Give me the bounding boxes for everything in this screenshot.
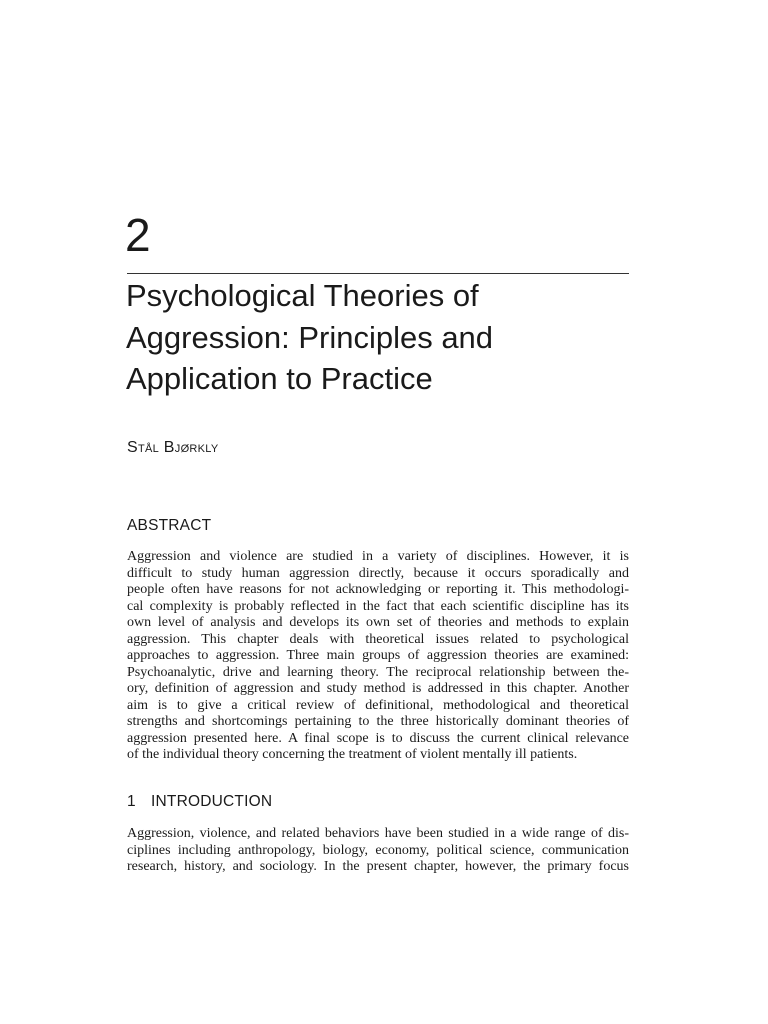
- abstract-paragraph: [127, 549, 629, 764]
- section-title: INTRODUCTION: [151, 793, 273, 810]
- abstract-line: people often have reasons for not acknowledging or reporting it. This methodologi-: [127, 582, 629, 597]
- abstract-line: of the individual theory concerning the treatment of violent mentally ill patients.: [127, 747, 578, 762]
- chapter-title-line: Aggression: Principles and: [126, 319, 494, 355]
- abstract-line: cal complexity is probably reflected in the fact that each scientific discipline has its: [127, 598, 629, 614]
- section-number: 1: [127, 793, 136, 810]
- abstract-line: Aggression and violence are studied in a variety of disciplines. However, it is: [127, 549, 629, 564]
- abstract-line: own level of analysis and develops its own set of theories and methods to explain: [127, 615, 629, 630]
- abstract-line: aggression. This chapter deals with theoretical issues related to psychological: [127, 631, 629, 647]
- abstract-line: Psychoanalytic, drive and learning theory. The reciprocal relationship between the-: [127, 664, 629, 680]
- chapter-divider: [127, 273, 629, 274]
- chapter-title-line: Psychological Theories of: [126, 278, 479, 313]
- introduction-line: research, history, and sociology. In the present chapter, however, the primary focus: [127, 859, 629, 874]
- abstract-line: approaches to aggression. Three main groups of aggression theories are examined:: [127, 648, 629, 663]
- chapter-number: 2: [125, 209, 151, 261]
- abstract-line: strengths and shortcomings pertaining to the three historically dominant theories of: [127, 714, 629, 729]
- introduction-heading: [127, 792, 272, 812]
- introduction-line: ciplines including anthropology, biology, economy, political science, communication: [127, 842, 629, 858]
- chapter-title: [126, 275, 646, 400]
- chapter-author: Stål Bjørkly: [127, 439, 219, 456]
- abstract-heading: ABSTRACT: [127, 517, 212, 534]
- abstract-line: aggression presented here. A final scope is to discuss the current clinical relevance: [127, 730, 629, 746]
- introduction-paragraph: [127, 826, 629, 876]
- abstract-line: difficult to study human aggression directly, because it occurs sporadically and: [127, 565, 629, 581]
- introduction-line: Aggression, violence, and related behaviors have been studied in a wide range of dis-: [127, 826, 629, 841]
- chapter-title-line: Application to Practice: [126, 361, 433, 396]
- abstract-line: aim is to give a critical review of definitional, methodological and theoretical: [127, 697, 629, 713]
- abstract-line: ory, definition of aggression and study method is addressed in this chapter. Another: [127, 681, 629, 696]
